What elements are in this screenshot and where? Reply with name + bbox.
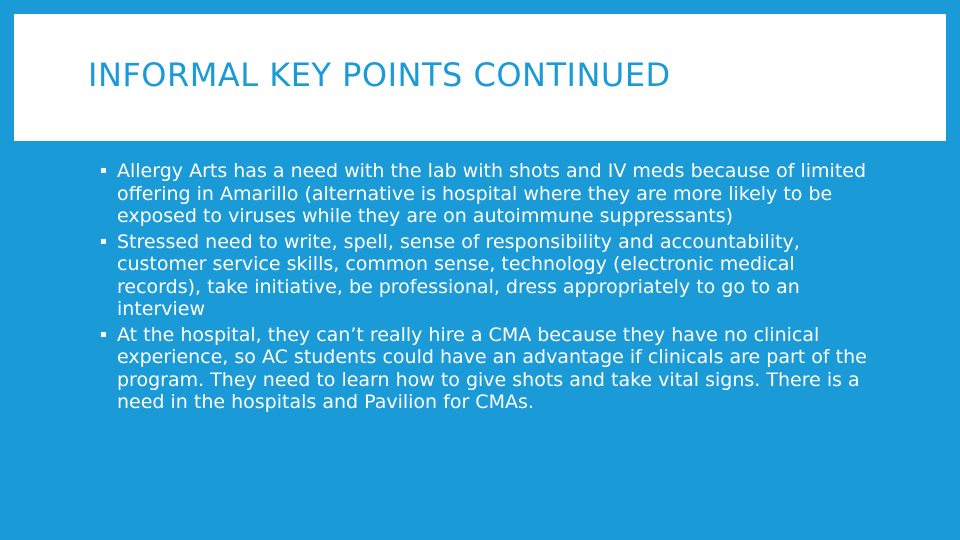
bullet-item [100, 231, 870, 321]
bullet-item [100, 324, 870, 414]
bullet-text: Stressed need to write, spell, sense of responsibility and accountability, customer service skills, common sense, technology (electronic medical records), take initiative, be professional, dress appropriately to go to an interview [117, 230, 800, 320]
bullet-text: Allergy Arts has a need with the lab with shots and IV meds because of limited offering in Amarillo (alternative is hospital where they are more likely to be exposed to viruses while they are on autoimmune suppressants) [117, 160, 867, 227]
bullet-marker-icon: ▪ [100, 328, 107, 340]
slide-title: INFORMAL KEY POINTS CONTINUED [88, 56, 671, 94]
bullet-item [100, 160, 870, 228]
bullet-text: At the hospital, they can’t really hire a CMA because they have no clinical experience, so AC students could have an advantage if clinicals are part of the program. They need to learn how to give shots and take vital signs. There is a need in the hospitals and Pavilion for CMAs. [117, 323, 867, 413]
bullet-list [100, 160, 870, 417]
bullet-marker-icon: ▪ [100, 165, 107, 176]
bullet-marker-icon: ▪ [100, 235, 107, 247]
